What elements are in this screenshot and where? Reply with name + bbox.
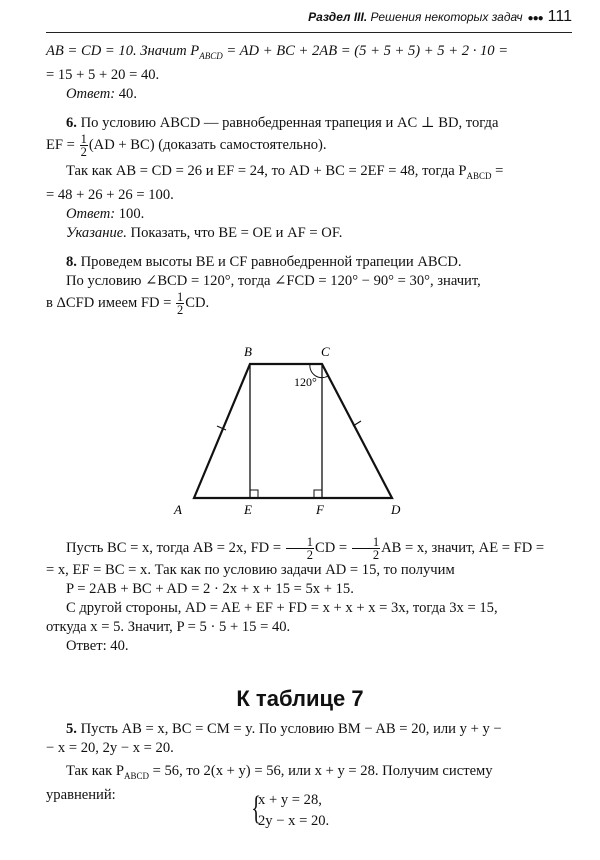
p5-line-3: Так как $P_{ABCD} = 56$, то 2(x + y) = 56, или x + y = 28. Получим систему: [66, 763, 493, 781]
section-title: К таблице 7: [236, 686, 364, 711]
p6-line-4: = 48 + 26 + 26 = 100.: [46, 186, 174, 203]
prev-line-1: AB = CD = 10. Значит $P_{ABCD}$ = AD + BC + 2AB = (5 + 5 + 5) + 5 + 2 · 10 =: [46, 43, 509, 61]
vertex-b: B: [244, 344, 252, 359]
s8-line-1: Пусть BC = x, тогда AB = 2x, FD = $\frac{1}{2}$ CD = $\frac{1}{2}$ AB = x, значит, AE = FD =: [66, 535, 545, 562]
fraction: $\frac{1}{2}$: [286, 536, 314, 561]
page-number: 111: [547, 8, 572, 25]
brace-icon: {: [251, 790, 262, 827]
fraction: $\frac{1}{2}$: [80, 131, 87, 159]
p8-line-1: 8. Проведем высоты BE и CF равнобедренной трапеции ABCD.: [66, 253, 462, 270]
trapezoid-outline: [194, 364, 392, 498]
vertex-a: A: [174, 502, 182, 517]
p8-line-2: По условию ∠BCD = 120°, тогда ∠FCD = 120° − 90° = 30°, значит,: [66, 272, 481, 289]
p5-line-1: 5. Пусть AB = x, BC = CM = y. По условию BM − AB = 20, или y + y −: [66, 721, 502, 737]
p5-line-2: − x = 20, 2y − x = 20.: [46, 740, 174, 756]
p8-line-3: в ΔCFD имеем FD = $\frac{1}{2}$ CD.: [46, 289, 210, 317]
p6-answer: Ответ: 100.: [66, 205, 145, 222]
header-title: Раздел III. Решения некоторых задач: [308, 10, 523, 24]
vertex-c: C: [321, 344, 330, 359]
right-angle-e: [250, 490, 258, 498]
p6-line-2: EF = $\frac{1}{2}$ (AD + BC) (доказать самостоятельно).: [46, 131, 327, 159]
prev-line-2: = 15 + 5 + 20 = 40.: [46, 66, 160, 83]
prev-answer: Ответ: 40.: [66, 85, 137, 102]
fraction: $\frac{1}{2}$: [352, 536, 380, 561]
solution-8: [46, 536, 564, 656]
equation-system: [251, 790, 330, 832]
p5-line-4: уравнений:: [46, 786, 116, 803]
equation-1: x + y = 28,: [258, 792, 322, 808]
vertex-e: E: [244, 502, 252, 517]
s8-line-4: С другой стороны, AD = AE + EF + FD = x + x + x = 3x, тогда 3x = 15,: [66, 600, 498, 616]
main-text: [46, 42, 564, 316]
running-header: [46, 8, 572, 33]
p6-line-1: 6. По условию ABCD — равнобедренная трапеция и AC ⊥ BD, тогда: [66, 114, 499, 131]
angle-label: 120°: [294, 375, 317, 389]
p6-hint: Указание. Показать, что BE = OE и AF = OF.: [66, 224, 343, 241]
vertex-d: D: [391, 502, 401, 517]
vertex-f: F: [316, 502, 324, 517]
right-angle-f: [314, 490, 322, 498]
equation-2: 2y − x = 20.: [258, 813, 330, 829]
p6-line-3: Так как AB = CD = 26 и EF = 24, то AD + BC = 2EF = 48, тогда $P_{ABCD}$ =: [66, 162, 504, 181]
s8-line-5: откуда x = 5. Значит, P = 5 · 5 + 15 = 40.: [46, 619, 291, 635]
header-dots-icon: ●●●: [527, 13, 543, 24]
s8-line-3: P = 2AB + BC + AD = 2 · 2x + x + 15 = 5x + 15.: [66, 581, 354, 597]
trapezoid-diagram: [46, 340, 564, 520]
s8-line-2: = x, EF = BC = x. Так как по условию задачи AD = 15, то получим: [46, 562, 455, 578]
fraction: $\frac{1}{2}$: [177, 289, 184, 317]
s8-answer: Ответ: 40.: [66, 638, 129, 654]
